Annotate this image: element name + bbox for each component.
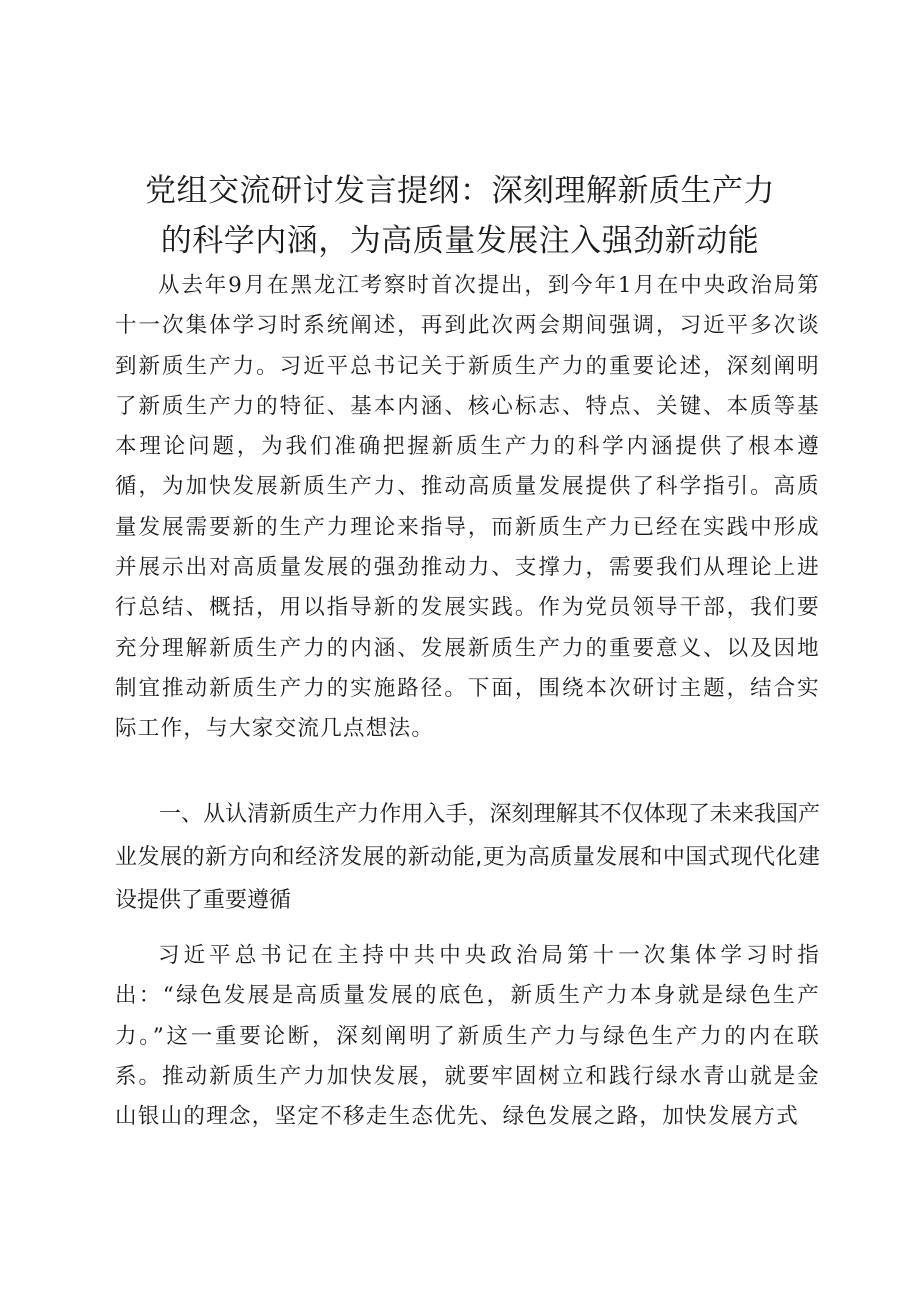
section-paragraph-1: 习近平总书记在主持中共中央政治局第十一次集体学习时指出：“绿色发展是高质量发展的底色，新质生产力本身就是绿色生产力。”这一重要论断，深刻阐明了新质生产力与绿色生产力的内在联系。推动新质生产力加快发展，就要牢固树立和践行绿水青山就是金山银山的理念，坚定不移走生态优先、绿色发展之路，加快发展方式 bbox=[115, 943, 820, 1130]
title-line-1: 党组交流研讨发言提纲：深刻理解新质生产力 bbox=[145, 173, 775, 209]
section-heading-1: 一、从认清新质生产力作用入手，深刻理解其不仅体现了未来我国产业发展的新方向和经济发展的新动能,更为高质量发展和中国式现代化建设提供了重要遵循 bbox=[115, 802, 820, 913]
document-title bbox=[110, 166, 810, 266]
title-line-2: 的科学内涵，为高质量发展注入强劲新动能 bbox=[160, 223, 760, 259]
intro-paragraph: 从去年9月在黑龙江考察时首次提出，到今年1月在中央政治局第十一次集体学习时系统阐述，再到此次两会期间强调，习近平多次谈到新质生产力。习近平总书记关于新质生产力的重要论述，深刻阐明了新质生产力的特征、基本内涵、核心标志、特点、关键、本质等基本理论问题，为我们准确把握新质生产力的科学内涵提供了根本遵循，为加快发展新质生产力、推动高质量发展提供了科学指引。高质量发展需要新的生产力理论来指导，而新质生产力已经在实践中形成并展示出对高质量发展的强劲推动力、支撑力，需要我们从理论上进行总结、概括，用以指导新的发展实践。作为党员领导干部，我们要充分理解新质生产力的内涵、发展新质生产力的重要意义、以及因地制宜推动新质生产力的实施路径。下面，围绕本次研讨主题，结合实际工作，与大家交流几点想法。 bbox=[115, 273, 820, 742]
